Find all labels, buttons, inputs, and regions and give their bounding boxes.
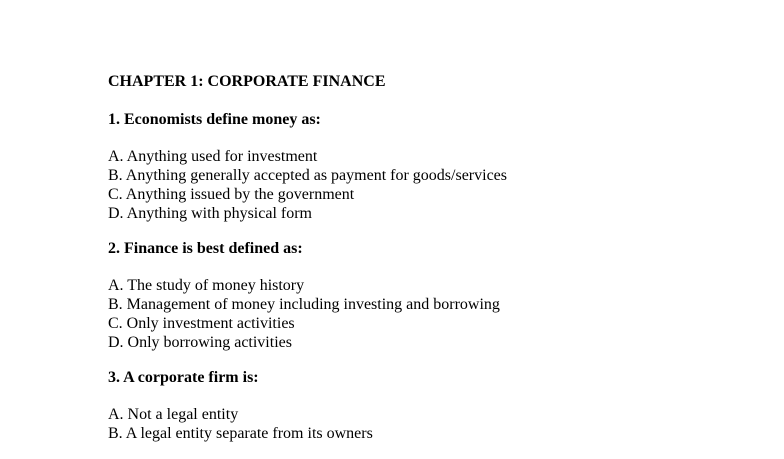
question-text: 1. Economists define money as: [108,111,321,128]
answer-options [108,405,768,443]
option-a: A. Not a legal entity [108,406,239,423]
answer-options [108,147,768,223]
option-c: C. Only investment activities [108,315,295,332]
option-d: D. Only borrowing activities [108,334,292,351]
option-b: B. Anything generally accepted as payment for goods/services [108,167,507,184]
option-c: C. Anything issued by the government [108,186,355,203]
chapter-title: CHAPTER 1: CORPORATE FINANCE [108,73,386,90]
question-text: 2. Finance is best defined as: [108,240,303,257]
option-b: B. Management of money including investing and borrowing [108,296,500,313]
answer-options [108,276,768,352]
option-a: A. Anything used for investment [108,148,318,165]
document-page [108,72,768,459]
question-3 [108,368,768,443]
question-1 [108,110,768,223]
question-text: 3. A corporate firm is: [108,369,259,386]
question-2 [108,239,768,352]
option-d: D. Anything with physical form [108,205,312,222]
option-b: B. A legal entity separate from its owners [108,425,373,442]
option-a: A. The study of money history [108,277,305,294]
